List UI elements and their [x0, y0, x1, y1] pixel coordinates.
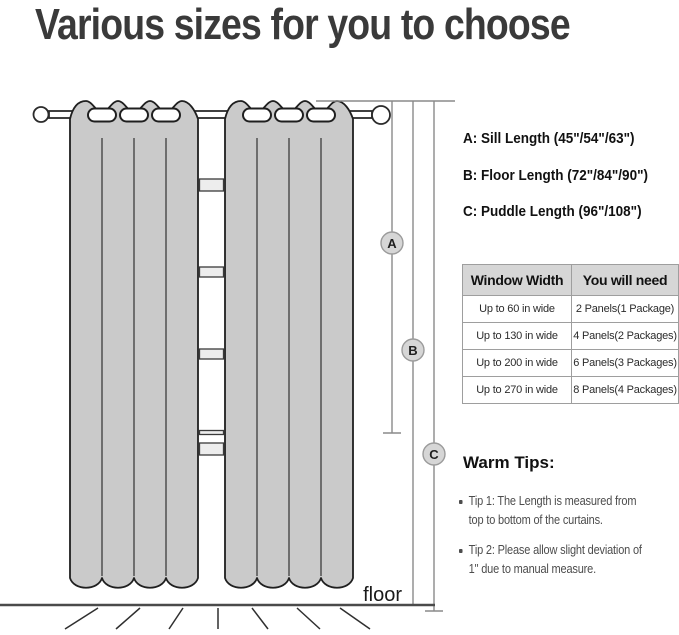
cell-panels-needed: 6 Panels(3 Packages): [572, 350, 679, 377]
measure-marker-b: [402, 339, 424, 361]
cell-window-width: Up to 270 in wide: [463, 377, 572, 404]
curtain-panel-right: [225, 101, 353, 588]
curtain-panel-left: [70, 101, 198, 588]
col-header-you-will-need: You will need: [572, 265, 679, 296]
floor-label: floor: [363, 584, 402, 606]
marker-b-label: B: [408, 343, 418, 358]
cell-panels-needed: 2 Panels(1 Package): [572, 296, 679, 323]
rod-finial-left-icon: [34, 107, 49, 122]
cell-window-width: Up to 130 in wide: [463, 323, 572, 350]
bullet-icon: [459, 549, 463, 553]
marker-a-label: A: [387, 236, 397, 251]
marker-c-label: C: [429, 447, 439, 462]
floor-hatch-marks: [65, 608, 370, 629]
page-title: Various sizes for you to choose: [35, 0, 570, 49]
tip-2-line-1: Tip 2: Please allow slight deviation of: [468, 543, 642, 557]
table-row: [463, 350, 679, 377]
table-row: [463, 296, 679, 323]
tip-item-1: [459, 492, 661, 530]
window-sash-bars: [200, 179, 224, 455]
cell-window-width: Up to 60 in wide: [463, 296, 572, 323]
tip-1-line-2: top to bottom of the curtains.: [468, 513, 603, 527]
measure-marker-c: [423, 443, 445, 465]
length-option-floor: B: Floor Length (72"/84"/90"): [463, 167, 648, 184]
table-header-row: [463, 265, 679, 296]
tip-1-line-1: Tip 1: The Length is measured from: [468, 494, 637, 508]
measure-marker-a: [381, 232, 403, 254]
cell-panels-needed: 8 Panels(4 Packages): [572, 377, 679, 404]
panels-needed-table: [462, 264, 679, 404]
grommets-right: [243, 109, 335, 122]
length-option-puddle: C: Puddle Length (96"/108"): [463, 203, 642, 220]
tip-2-line-2: 1" due to manual measure.: [468, 562, 596, 576]
tip-item-2: [459, 541, 661, 579]
rod-finial-right-icon: [372, 106, 390, 124]
length-option-sill: A: Sill Length (45"/54"/63"): [463, 130, 635, 147]
col-header-window-width: Window Width: [463, 265, 572, 296]
table-row: [463, 377, 679, 404]
table-row: [463, 323, 679, 350]
bullet-icon: [459, 500, 463, 504]
cell-panels-needed: 4 Panels(2 Packages): [572, 323, 679, 350]
grommets-left: [88, 109, 180, 122]
warm-tips-heading: Warm Tips:: [463, 453, 555, 472]
cell-window-width: Up to 200 in wide: [463, 350, 572, 377]
